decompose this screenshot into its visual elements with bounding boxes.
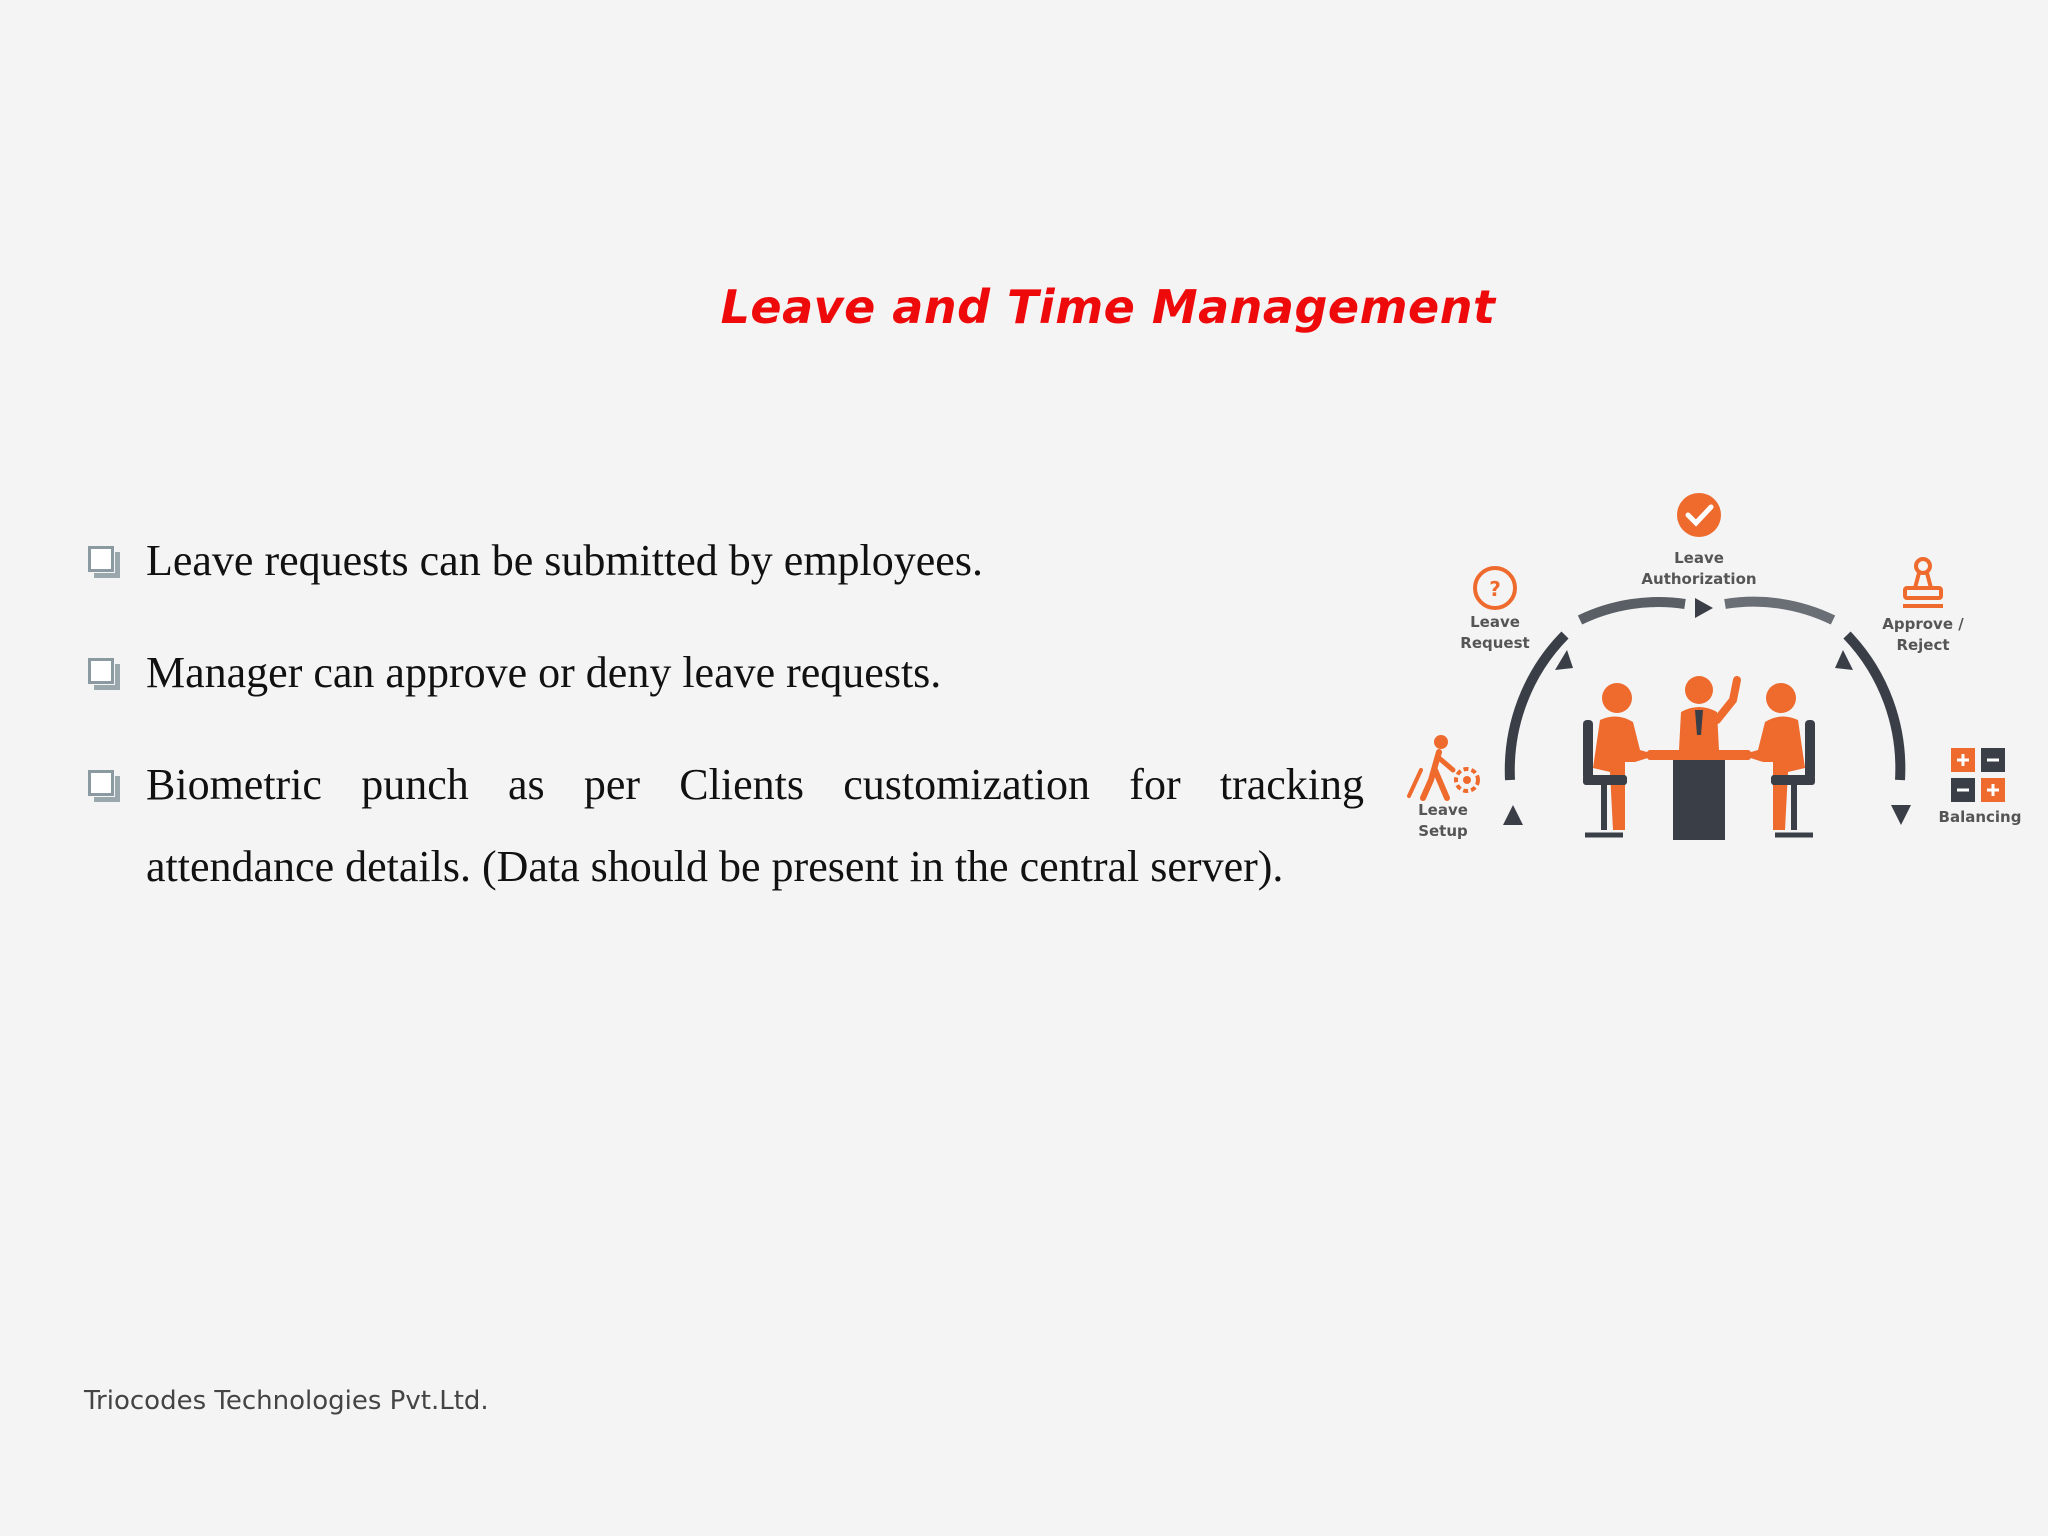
arrow-down-icon (1891, 805, 1911, 825)
checkbox-bullet-icon (88, 770, 116, 798)
stamp-icon (1903, 559, 1943, 606)
traveler-gear-icon (1409, 735, 1478, 798)
bullet-list (86, 520, 1364, 938)
checkbox-bullet-icon (88, 658, 116, 686)
bullet-text: Biometric punch as per Clients customization for tracking attendance details. (Data should be present in the central server). (146, 760, 1364, 891)
bullet-item (86, 520, 1364, 602)
arrow-up-icon (1503, 805, 1523, 825)
bullet-text: Leave requests can be submitted by employees. (146, 536, 983, 585)
label-balancing: Balancing (1938, 808, 2022, 826)
label-leave-setup-1: Leave (1418, 801, 1468, 819)
slide-title: Leave and Time Management (720, 280, 1496, 334)
bullet-item (86, 632, 1364, 714)
label-leave-authorization-1: Leave (1674, 549, 1724, 567)
label-leave-request-1: Leave (1470, 613, 1520, 631)
calculator-icon (1951, 748, 2005, 802)
bullet-item (86, 744, 1364, 908)
check-badge-icon (1677, 493, 1721, 537)
bullet-text: Manager can approve or deny leave requests. (146, 648, 942, 697)
arrow-icon (1835, 650, 1853, 670)
label-approve-reject-1: Approve / (1882, 615, 1964, 633)
footer-company: Triocodes Technologies Pvt.Ltd. (84, 1386, 489, 1416)
checkbox-bullet-icon (88, 546, 116, 574)
arc-segment (1847, 635, 1900, 780)
label-leave-setup-2: Setup (1418, 822, 1468, 840)
arc-segment (1725, 602, 1833, 620)
arrow-icon (1555, 650, 1573, 670)
meeting-people-icon (1583, 676, 1815, 840)
label-leave-authorization-2: Authorization (1641, 570, 1757, 588)
arc-segment (1510, 635, 1565, 780)
label-approve-reject-2: Reject (1896, 636, 1950, 654)
leave-cycle-diagram (1395, 480, 2035, 860)
label-leave-request-2: Request (1460, 634, 1530, 652)
svg-text:?: ? (1489, 577, 1501, 601)
question-circle-icon (1475, 568, 1515, 608)
arc-segment (1580, 602, 1685, 620)
arrow-right-icon (1695, 598, 1713, 618)
